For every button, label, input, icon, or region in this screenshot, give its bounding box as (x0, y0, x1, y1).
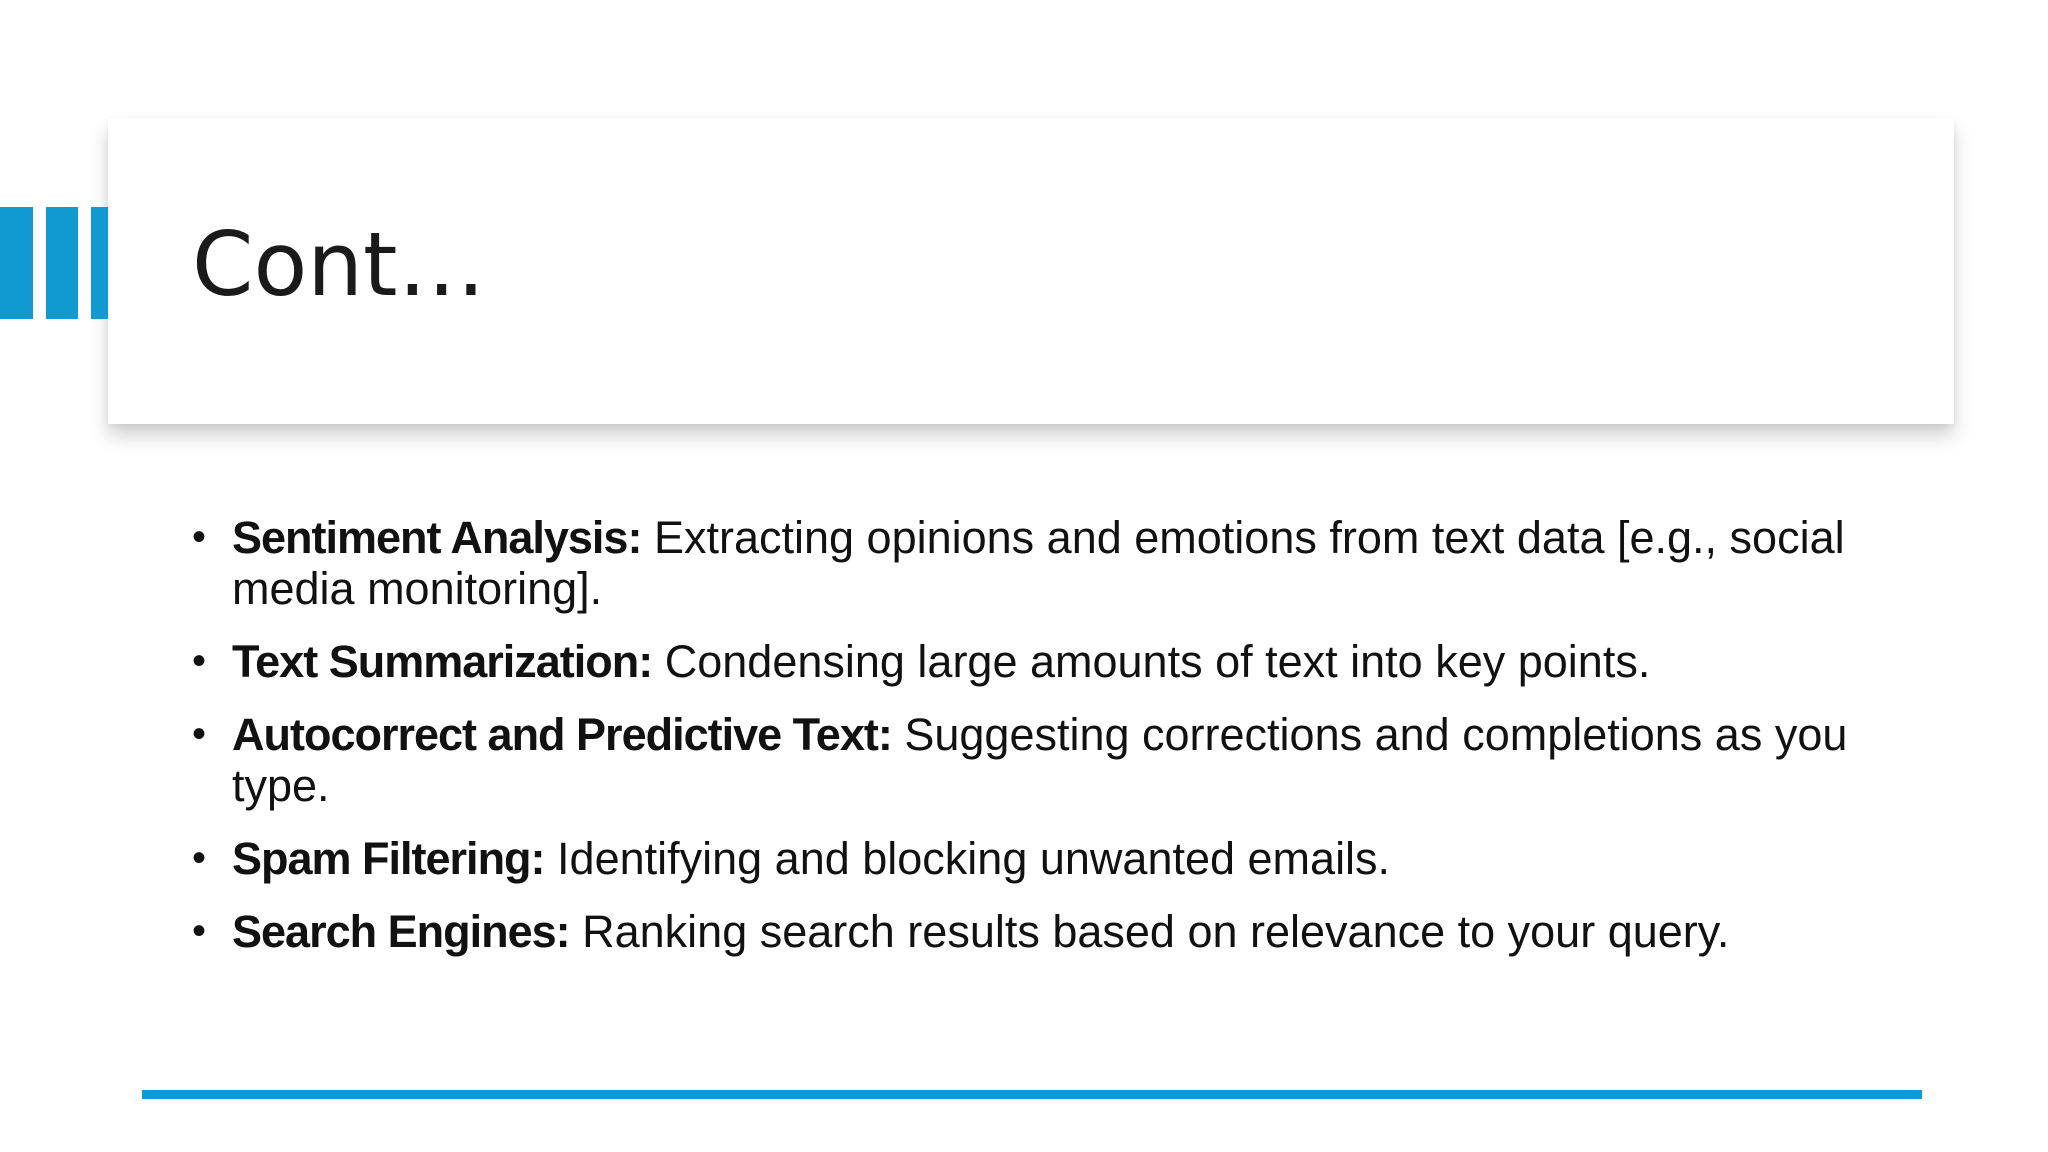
bullet-dot-icon: • (192, 515, 207, 559)
bullet-text: Ranking search results based on relevance to your query. (569, 906, 1730, 957)
bullet-text: Condensing large amounts of text into key points. (652, 636, 1651, 687)
bullet-text: Suggesting corrections and completions as you type. (232, 709, 1848, 811)
accent-bar-2 (46, 207, 78, 319)
bullet-dot-icon: • (192, 712, 207, 756)
bullet-term: Text Summarization: (232, 636, 653, 687)
bullet-item-search-engines (192, 906, 1872, 957)
bottom-rule (142, 1090, 1922, 1099)
bullet-dot-icon: • (192, 836, 207, 880)
bullet-item-autocorrect (192, 709, 1872, 811)
bullet-term: Search Engines: (232, 906, 570, 957)
bullet-list (192, 512, 1872, 979)
bullet-item-text-summarization (192, 636, 1872, 687)
bullet-term: Sentiment Analysis: (232, 512, 642, 563)
bullet-text: Extracting opinions and emotions from text data [e.g., social media monitoring]. (232, 512, 1845, 614)
bullet-dot-icon: • (192, 909, 207, 953)
bullet-term: Spam Filtering: (232, 833, 545, 884)
accent-bar-1 (0, 207, 33, 319)
bullet-text: Identifying and blocking unwanted emails. (544, 833, 1391, 884)
bullet-term: Autocorrect and Predictive Text: (232, 709, 892, 760)
bullet-item-sentiment-analysis (192, 512, 1872, 614)
bullet-item-spam-filtering (192, 833, 1872, 884)
accent-bar-3 (91, 207, 108, 319)
bullet-dot-icon: • (192, 639, 207, 683)
slide-title: Cont… (192, 213, 486, 316)
